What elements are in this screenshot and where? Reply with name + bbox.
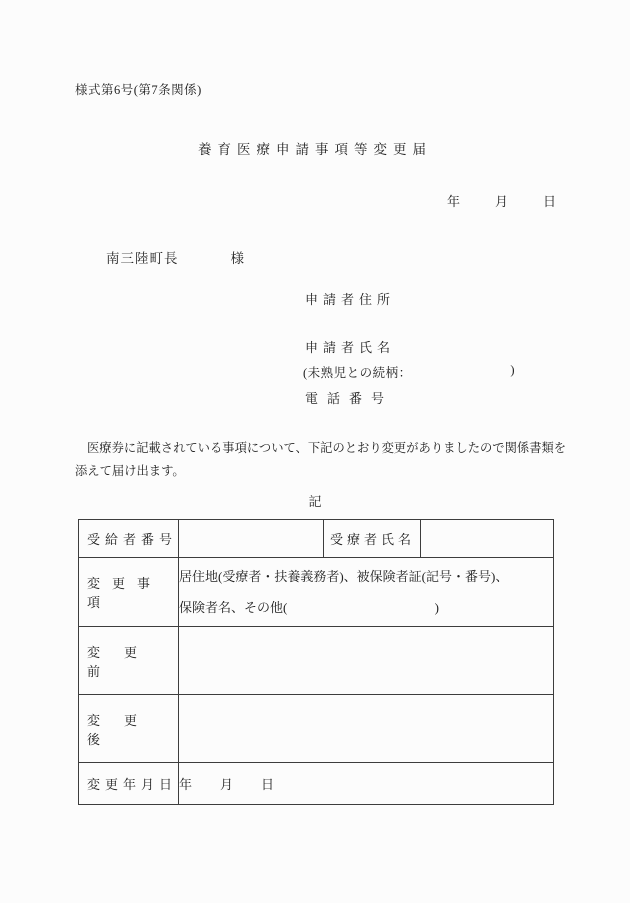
change-date-cell (179, 763, 554, 805)
page-title: 養育医療申請事項等変更届 (198, 142, 432, 157)
date-day-label: 日 (542, 194, 556, 209)
relation-close-paren: ) (510, 363, 515, 377)
date-year-label: 年 (447, 194, 461, 209)
change-table (78, 519, 554, 805)
change-date-label: 変更年月日 (79, 763, 179, 805)
table-row-after (79, 695, 554, 763)
relation-line (303, 363, 515, 381)
table-row-before (79, 627, 554, 695)
body-paragraph-line1: 医療券に記載されている事項について、下記のとおり変更がありましたので関係書類を (87, 441, 567, 455)
table-row-change-items (79, 558, 554, 627)
body-paragraph (75, 437, 567, 483)
change-items-line2-open: 保険者名、その他( (179, 600, 288, 615)
addressee-honorific: 様 (230, 251, 245, 266)
change-items-line2 (179, 592, 439, 623)
change-date-day-label: 日 (261, 777, 275, 792)
table-row-change-date (79, 763, 554, 805)
change-items-line1: 居住地(受療者・扶養義務者)、被保険者証(記号・番号)、 (179, 569, 509, 584)
addressee-name: 南三陸町長 (106, 251, 179, 266)
table-row-recipient (79, 520, 554, 558)
body-paragraph-line2: 添えて届け出ます。 (75, 464, 185, 478)
change-items-cell (179, 558, 554, 627)
date-line (447, 191, 556, 210)
recipient-number-value-cell (179, 520, 324, 558)
applicant-address-label: 申請者住所 (305, 292, 396, 307)
before-change-value-cell (179, 627, 554, 695)
applicant-name-label: 申請者氏名 (305, 340, 396, 355)
change-items-label: 変更事項 (79, 558, 179, 627)
applicant-phone-label: 電話番号 (305, 391, 394, 406)
change-date-month-label: 月 (220, 777, 234, 792)
record-mark: 記 (308, 494, 322, 509)
recipient-number-label: 受給者番号 (79, 520, 179, 558)
change-date-year-label: 年 (179, 777, 193, 792)
form-number: 様式第6号(第7条関係) (75, 83, 202, 97)
addressee-line (106, 247, 245, 267)
relation-open-text: (未熟児との続柄： (303, 366, 412, 380)
after-change-label: 変更後 (79, 695, 179, 763)
change-date-line (179, 774, 274, 793)
applicant-block (305, 289, 535, 407)
before-change-label: 変更前 (79, 627, 179, 695)
patient-name-value-cell (421, 520, 554, 558)
after-change-value-cell (179, 695, 554, 763)
change-items-line2-close: ) (434, 600, 439, 615)
patient-name-label: 受療者氏名 (324, 520, 421, 558)
date-month-label: 月 (494, 194, 508, 209)
